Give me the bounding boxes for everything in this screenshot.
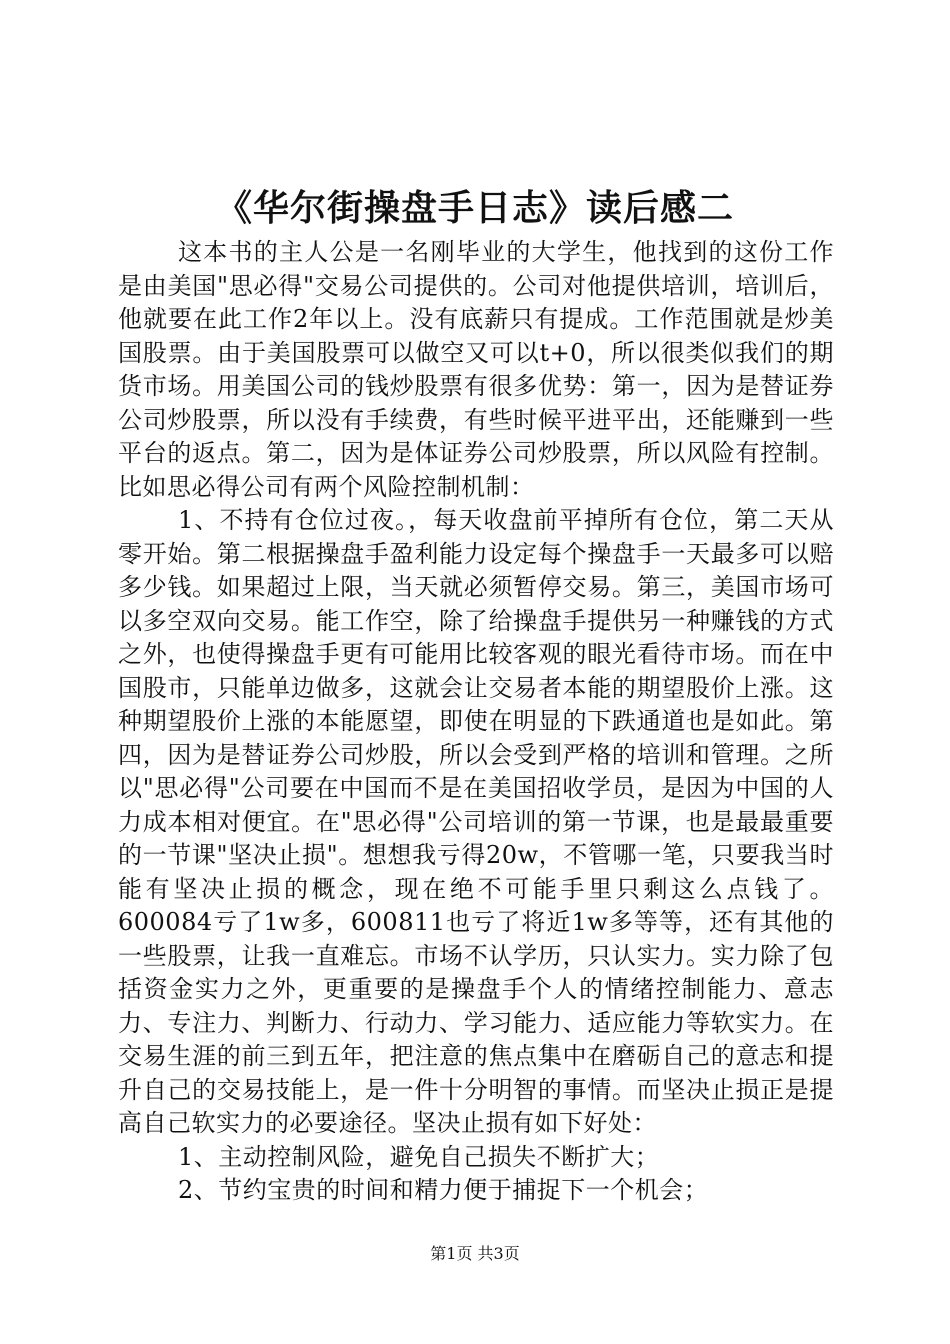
paragraph-benefit-2: 2、节约宝贵的时间和精力便于捕捉下一个机会；	[178, 1176, 709, 1204]
paragraph-benefit-1: 1、主动控制风险，避免自己损失不断扩大；	[178, 1142, 660, 1171]
page-number-footer: 第1页 共3页	[430, 1244, 520, 1263]
paragraph-risk-control: 1、不持有仓位过夜。，每天收盘前平掉所有仓位，第二天从零开始。第二根据操盘手盈利能力设定每个操盘手一天最多可以赔多少钱。如果超过上限，当天就必须暂停交易。第三，美国市场可以多空双向交易。能工作空，除了给操盘手提供另一种赚钱的方式之外，也使得操盘手更有可能用比较客观的眼光看待市场。而在中国股市，只能单边做多，这就会让交易者本能的期望股价上涨。这种期望股价上涨的本能愿望，即使在明显的下跌通道也是如此。第四，因为是替证券公司炒股，所以会受到严格的培训和管理。之所以"思必得"公司要在中国而不是在美国招收学员，是因为中国的人力成本相对便宜。在"思必得"公司培训的第一节课，也是最最重要的一节课"坚决止损"。想想我亏得20w，不管哪一笔，只要我当时能有坚决止损的概念，现在绝不可能手里只剩这么点钱了。600084亏了1w多，600811也亏了将近1w多等等，还有其他的一些股票，让我一直难忘。市场不认学历，只认实力。实力除了包括资金实力之外，更重要的是操盘手个人的情绪控制能力、意志力、专注力、判断力、行动力、学习能力、适应能力等软实力。在交易生涯的前三到五年，把注意的焦点集中在磨砺自己的意志和提升自己的交易技能上，是一件十分明智的事情。而坚决止损正是提高自己软实力的必要途径。坚决止损有如下好处：	[118, 506, 834, 1137]
document-body	[118, 236, 834, 1208]
paragraph-intro: 这本书的主人公是一名刚毕业的大学生，他找到的这份工作是由美国"思必得"交易公司提供的。公司对他提供培训，培训后，他就要在此工作2年以上。没有底薪只有提成。工作范围就是炒美国股票。由于美国股票可以做空又可以t+0，所以很类似我们的期货市场。用美国公司的钱炒股票有很多优势：第一，因为是替证券公司炒股票，所以没有手续费，有些时候平进平出，还能赚到一些平台的返点。第二，因为是体证券公司炒股票，所以风险有控制。比如思必得公司有两个风险控制机制：	[118, 238, 834, 501]
document-title: 《华尔街操盘手日志》读后感二	[215, 187, 734, 229]
